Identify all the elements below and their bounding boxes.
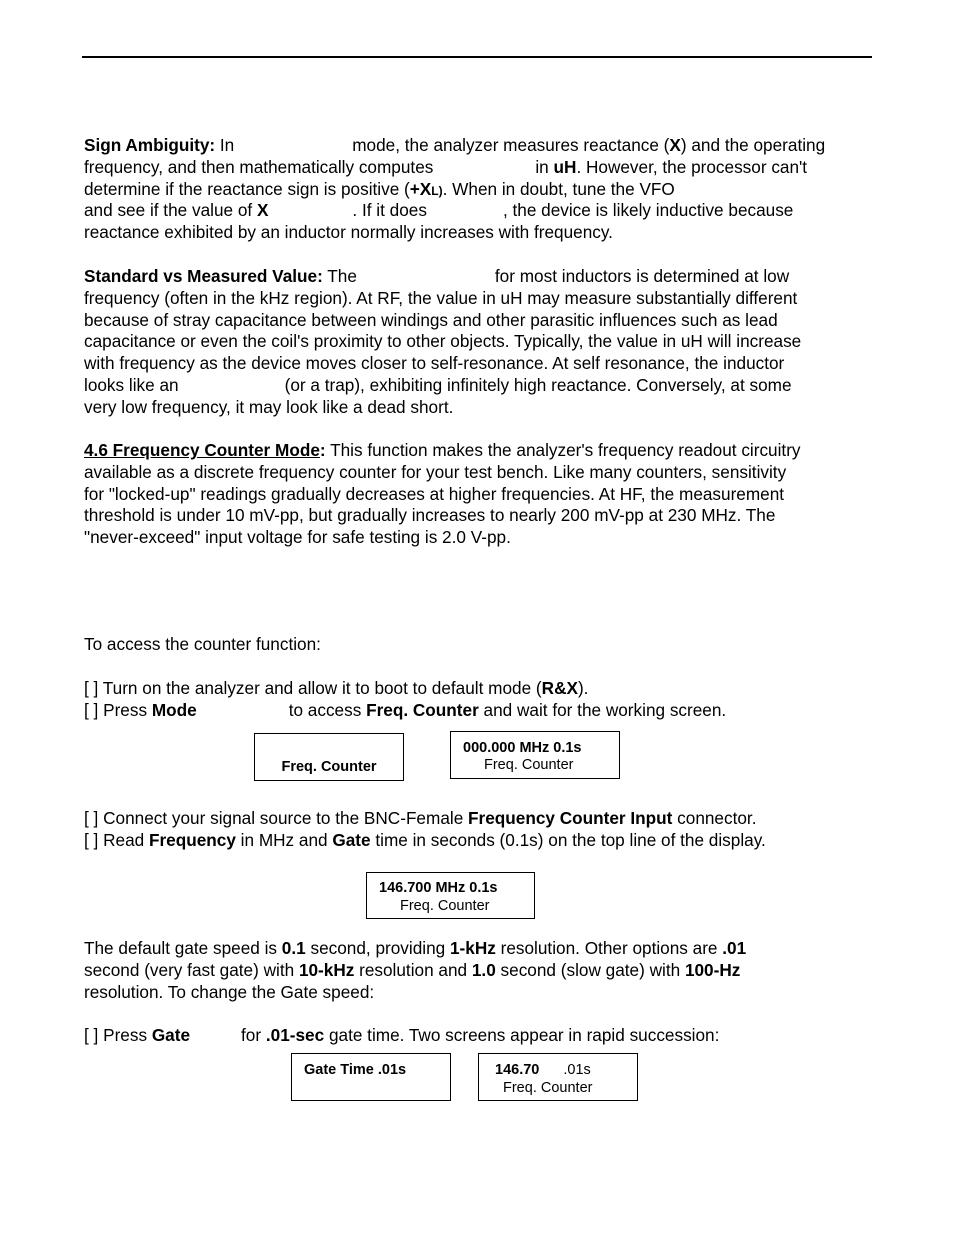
text: 146.70 xyxy=(495,1062,540,1078)
lcd-line1: 000.000 MHz 0.1s xyxy=(463,740,582,756)
step-turn-on xyxy=(84,678,884,700)
text: . However, the processor can't xyxy=(576,156,808,177)
text: ). xyxy=(577,678,589,698)
text: 100-Hz xyxy=(684,959,741,980)
text: 1-kHz xyxy=(449,938,496,958)
text: X xyxy=(669,135,681,155)
section-heading: 4.6 Frequency Counter Mode xyxy=(84,440,320,460)
text: resolution and xyxy=(354,959,472,980)
text: [ ] Connect your signal source to the BNC-Female xyxy=(84,808,469,828)
frequency-counter-section xyxy=(84,440,884,549)
text: +X xyxy=(409,178,432,199)
text: Gate xyxy=(151,1025,191,1045)
text: The xyxy=(322,266,357,286)
text: [ ] Press xyxy=(84,699,152,720)
standard-vs-measured-paragraph xyxy=(84,266,884,419)
text: reactance exhibited by an inductor normally increases with frequency. xyxy=(84,222,613,243)
text: ) and the operating xyxy=(680,135,826,155)
step-read xyxy=(84,830,884,852)
text: Freq. Counter xyxy=(366,699,479,720)
text: The default gate speed is xyxy=(84,938,282,958)
step-press-mode xyxy=(84,700,884,722)
text: and see if the value of xyxy=(84,200,257,221)
text: with frequency as the device moves closer to self-resonance. At self resonance, the inductor xyxy=(84,353,785,374)
gate-speed-paragraph xyxy=(84,938,884,1003)
text: resolution. To change the Gate speed: xyxy=(84,981,375,1002)
text: To access the counter function: xyxy=(84,634,321,654)
text: because of stray capacitance between windings and other parasitic influences such as lead xyxy=(84,309,778,330)
text: 0.1 xyxy=(281,938,306,958)
text: [ ] Read xyxy=(84,829,149,850)
text: 1.0 xyxy=(471,959,496,980)
text: [ ] Turn on the analyzer and allow it to boot to default mode ( xyxy=(84,678,542,698)
lcd-screen-counter-working xyxy=(450,731,620,779)
lcd-line2: Freq. Counter xyxy=(503,1080,593,1096)
text: . When in doubt, tune the VFO xyxy=(442,178,675,199)
text: looks like an xyxy=(84,374,179,395)
text: second, providing xyxy=(305,938,450,958)
lcd-line2: Freq. Counter xyxy=(281,759,377,775)
lcd-screen-frequency-reading xyxy=(366,872,535,919)
step-connect xyxy=(84,808,884,830)
header-rule xyxy=(82,56,872,58)
lcd-line1 xyxy=(479,1061,637,1079)
text: connector. xyxy=(672,808,757,828)
lcd-line1: 146.700 MHz 0.1s xyxy=(379,880,498,896)
text: . If it does xyxy=(352,200,427,221)
text: : xyxy=(319,440,326,460)
text: resolution. Other options are xyxy=(495,938,723,958)
step-press-gate xyxy=(84,1025,884,1047)
sign-ambiguity-paragraph xyxy=(84,135,884,244)
standard-vs-measured-heading: Standard vs Measured Value: xyxy=(84,266,323,286)
text: threshold is under 10 mV-pp, but gradually increases to nearly 200 mV-pp at 230 MHz. The xyxy=(84,505,776,526)
text: second (slow gate) with xyxy=(495,959,685,980)
text: time in seconds (0.1s) on the top line of the display. xyxy=(370,829,766,850)
text: mode, the analyzer measures reactance ( xyxy=(352,135,670,155)
sign-ambiguity-heading: Sign Ambiguity: xyxy=(84,135,216,155)
text: X xyxy=(256,200,269,221)
text: in MHz and xyxy=(235,829,333,850)
text: and wait for the working screen. xyxy=(478,699,727,720)
text: , the device is likely inductive because xyxy=(502,200,794,221)
access-paragraph xyxy=(84,634,884,656)
text: Frequency xyxy=(148,829,236,850)
text: .01s xyxy=(563,1062,591,1078)
text: uH xyxy=(553,156,577,177)
text: to access xyxy=(288,699,367,720)
text: .01 xyxy=(722,938,747,958)
text: L) xyxy=(431,183,443,198)
text: available as a discrete frequency counter for your test bench. Like many counters, sensitivity xyxy=(84,461,787,482)
text: [ ] Press xyxy=(84,1025,152,1045)
text: "never-exceed" input voltage for safe testing is 2.0 V-pp. xyxy=(84,527,511,548)
text: very low frequency, it may look like a dead short. xyxy=(84,396,454,417)
lcd-screen-gate-result xyxy=(478,1053,638,1101)
text: 10-kHz xyxy=(298,959,355,980)
lcd-screen-gate-time xyxy=(291,1053,451,1101)
text: in xyxy=(535,156,554,177)
text: In xyxy=(215,135,235,155)
text: capacitance or even the coil's proximity to other objects. Typically, the value in uH will increase xyxy=(84,331,802,352)
text: for xyxy=(241,1025,266,1045)
text: (or a trap), exhibiting infinitely high reactance. Conversely, at some xyxy=(284,374,792,395)
lcd-line2: Freq. Counter xyxy=(484,757,574,773)
text: Frequency Counter Input xyxy=(468,808,673,828)
text: second (very fast gate) with xyxy=(84,959,299,980)
steps-gate xyxy=(84,1025,884,1047)
text: determine if the reactance sign is positive ( xyxy=(84,178,410,199)
text: This function makes the analyzer's frequency readout circuitry xyxy=(325,440,801,460)
lcd-line1: Gate Time .01s xyxy=(304,1062,407,1078)
text: for "locked-up" readings gradually decreases at higher frequencies. At HF, the measurement xyxy=(84,483,785,504)
steps-connect xyxy=(84,808,884,852)
lcd-screen-freq-counter-menu xyxy=(254,733,404,781)
text: frequency (often in the kHz region). At RF, the value in uH may measure substantially different xyxy=(84,287,798,308)
text: Mode xyxy=(151,699,197,720)
lcd-line2: Freq. Counter xyxy=(400,898,490,914)
text: gate time. Two screens appear in rapid succession: xyxy=(324,1025,720,1045)
text: for most inductors is determined at low xyxy=(494,266,790,286)
text: R&X xyxy=(541,678,578,698)
text: .01-sec xyxy=(265,1025,325,1045)
text: Gate xyxy=(332,829,371,850)
steps-boot xyxy=(84,678,884,722)
text: frequency, and then mathematically computes xyxy=(84,156,434,177)
